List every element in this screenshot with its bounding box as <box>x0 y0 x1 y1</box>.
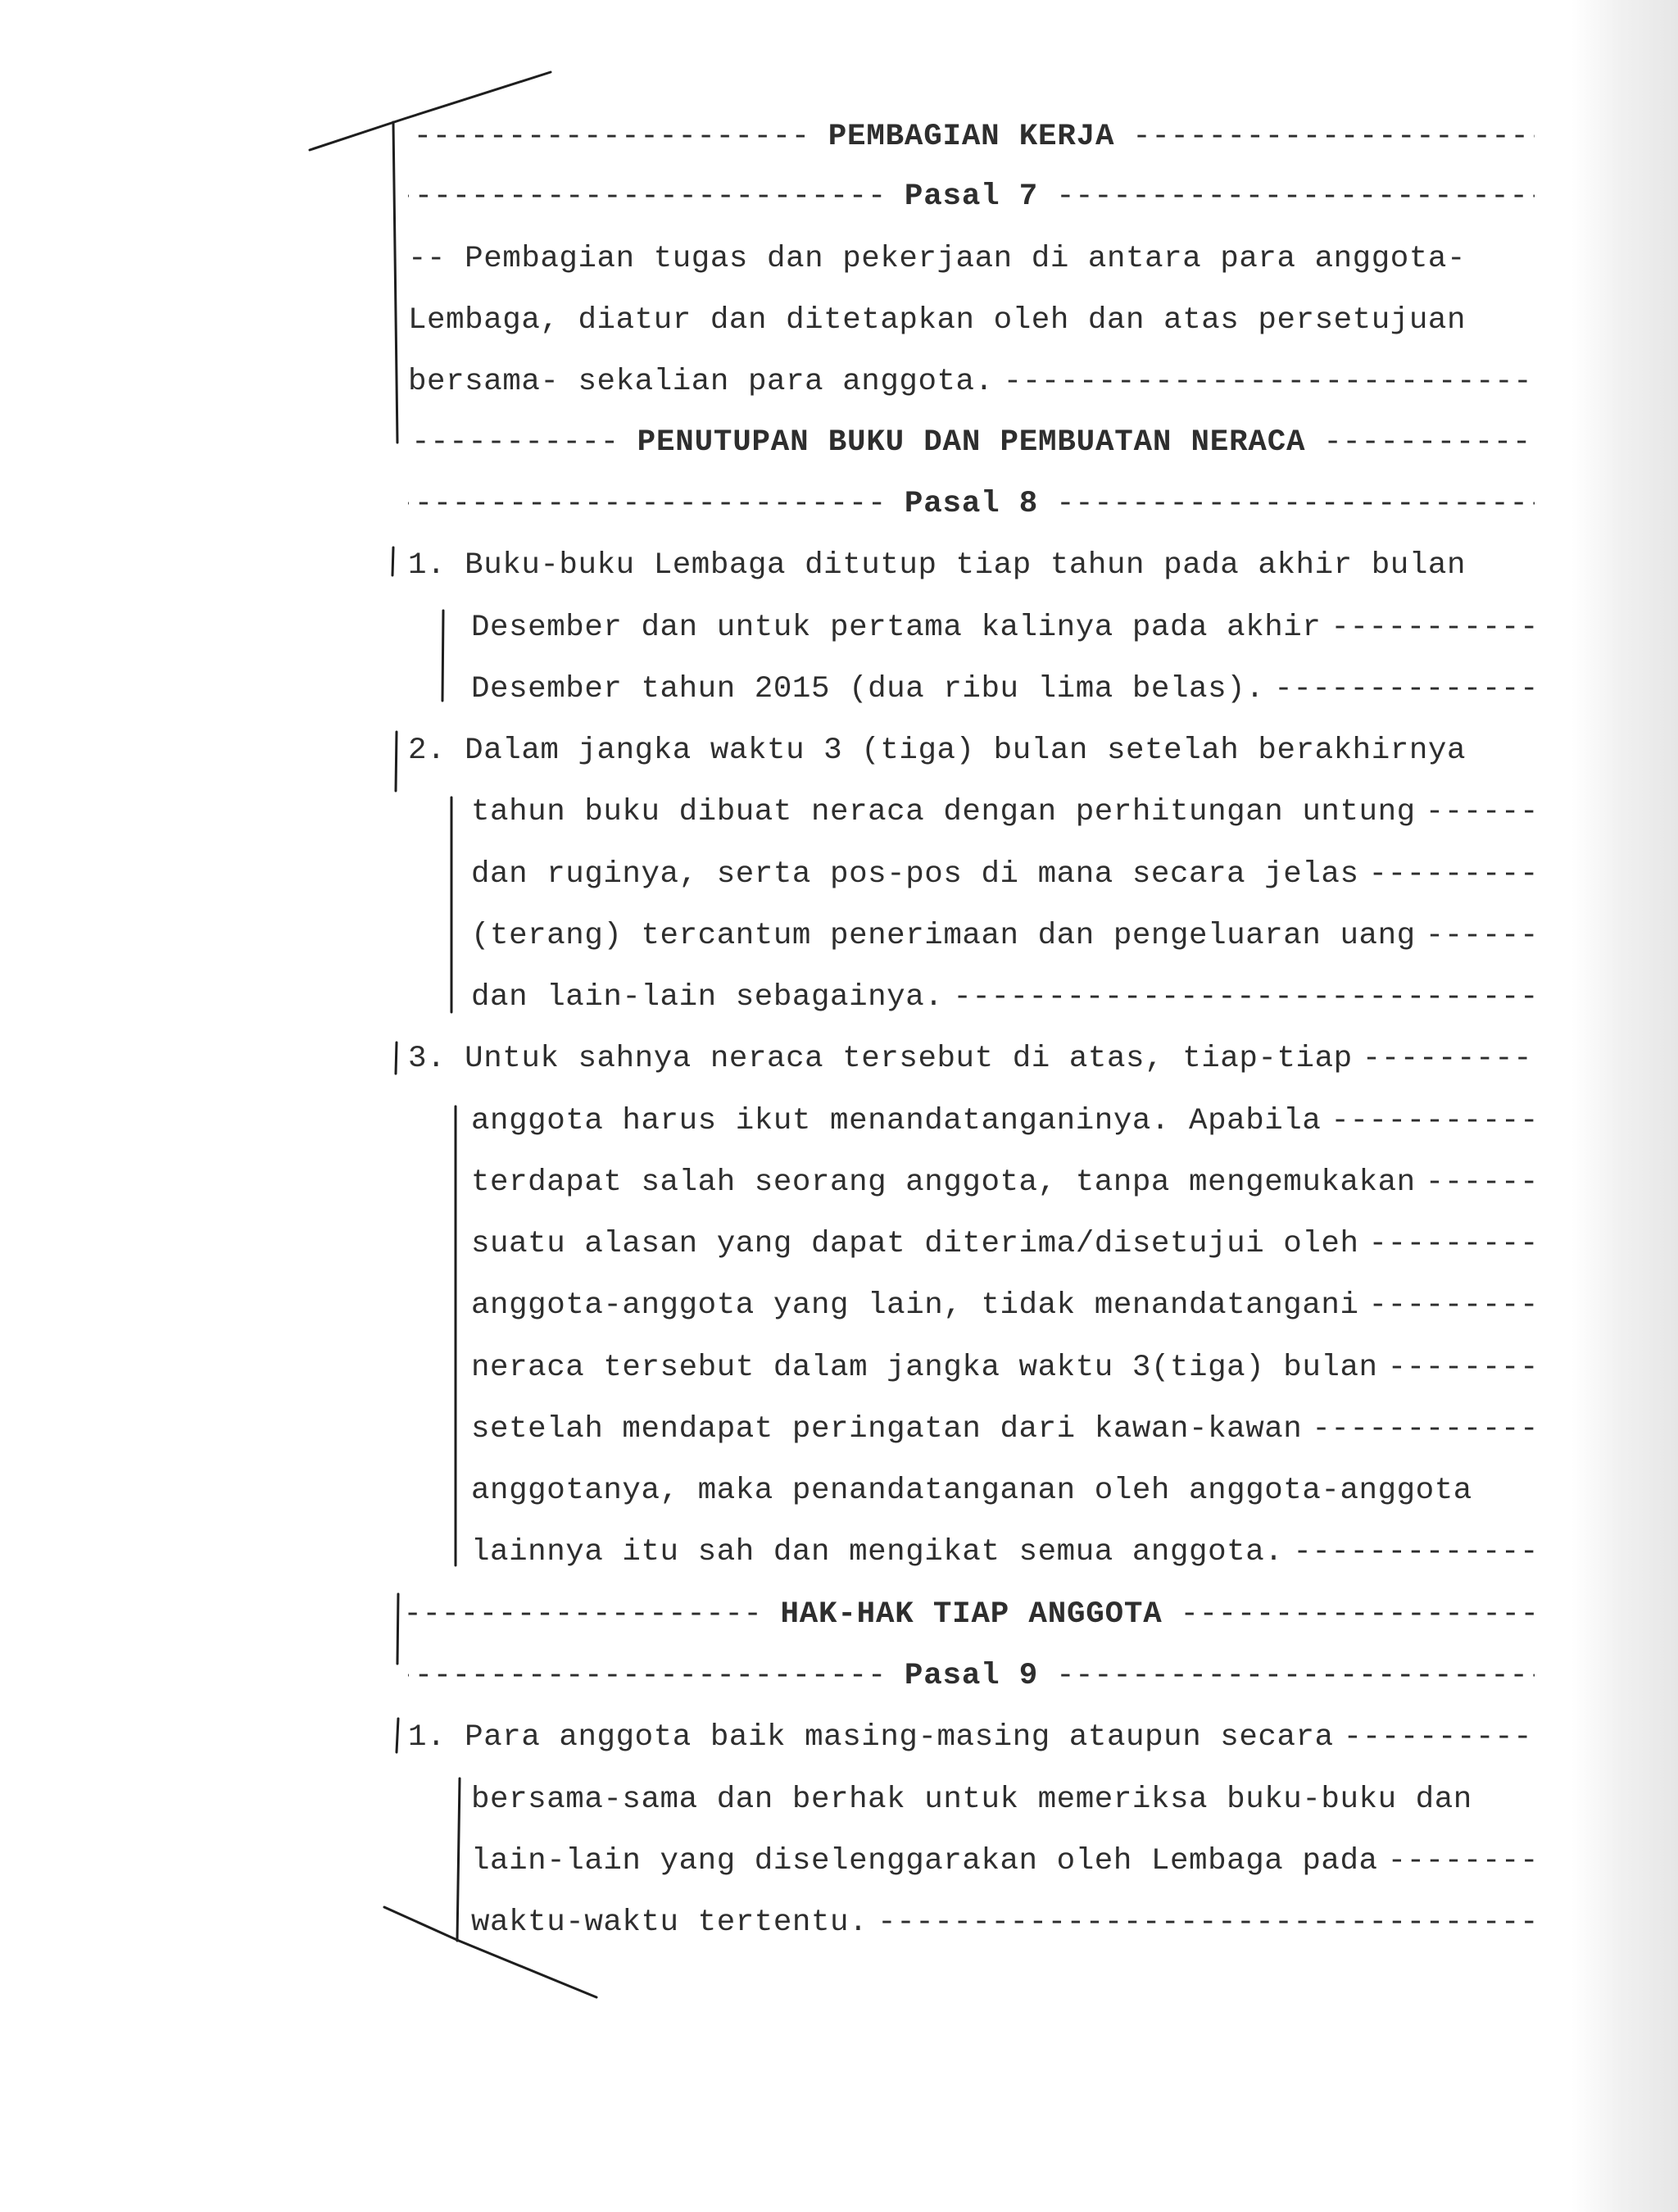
heading-text: HAK-HAK TIAP ANGGOTA <box>780 1597 1163 1632</box>
text-segment: lain-lain yang diselenggarakan oleh Lembaga pada <box>471 1844 1378 1878</box>
dash-filler <box>408 1597 762 1632</box>
text-line <box>408 1716 1535 1759</box>
dash-filler <box>408 1659 887 1693</box>
text-line <box>408 361 1535 403</box>
text-line <box>471 1531 1535 1574</box>
text-segment: Desember dan untuk pertama kalinya pada akhir <box>471 611 1322 645</box>
dash-filler <box>878 1905 1535 1940</box>
article-title-pasal-9 <box>408 1655 1535 1697</box>
text-line <box>471 915 1535 957</box>
article-title-pasal-8 <box>408 483 1535 525</box>
dash-filler <box>1388 1844 1535 1878</box>
text-segment: 1. Para anggota baik masing-masing ataupun secara <box>408 1720 1334 1755</box>
section-heading-hak-hak <box>408 1593 1535 1636</box>
text-segment: terdapat salah seorang anggota, tanpa mengemukakan <box>471 1165 1416 1200</box>
text-segment: setelah mendapat peringatan dari kawan-kawan <box>471 1412 1303 1447</box>
heading-text: PENUTUPAN BUKU DAN PEMBUATAN NERACA <box>637 425 1306 460</box>
dash-filler <box>1344 1720 1535 1755</box>
text-segment: lainnya itu sah dan mengikat semua anggota. <box>471 1535 1284 1569</box>
text-line <box>471 1408 1535 1451</box>
dash-filler <box>1004 365 1535 399</box>
text-segment: anggota-anggota yang lain, tidak menandatangani <box>471 1288 1359 1323</box>
dash-filler <box>1056 1659 1535 1693</box>
text-line <box>408 1038 1535 1080</box>
text-line <box>471 606 1535 649</box>
text-line <box>471 1100 1535 1142</box>
dash-filler <box>1323 425 1535 460</box>
dash-filler <box>1331 1104 1535 1138</box>
text-segment: dan ruginya, serta pos-pos di mana secara jelas <box>471 857 1359 892</box>
article-title-text: Pasal 7 <box>904 179 1039 214</box>
text-line: Lembaga, diatur dan ditetapkan oleh dan atas persetujuan <box>408 303 1467 338</box>
article-title-pasal-7 <box>408 175 1535 218</box>
dash-filler <box>408 487 887 521</box>
dash-filler <box>1056 487 1535 521</box>
text-segment: suatu alasan yang dapat diterima/disetujui oleh <box>471 1227 1359 1261</box>
dash-filler <box>1426 1165 1535 1200</box>
text-line: bersama-sama dan berhak untuk memeriksa buku-buku dan <box>471 1783 1472 1817</box>
dash-filler <box>408 120 810 154</box>
text-line <box>471 668 1535 711</box>
text-line <box>471 1901 1535 1944</box>
heading-text: PEMBAGIAN KERJA <box>828 120 1115 154</box>
dash-filler <box>1056 179 1535 214</box>
text-line <box>471 1223 1535 1265</box>
text-segment: dan lain-lain sebagainya. <box>471 980 944 1015</box>
section-heading-penutupan-buku <box>408 421 1535 464</box>
dash-filler <box>408 425 619 460</box>
dash-filler <box>1331 611 1535 645</box>
text-line: 1. Buku-buku Lembaga ditutup tiap tahun pada akhir bulan <box>408 548 1467 583</box>
text-segment: bersama- sekalian para anggota. <box>408 365 994 399</box>
text-segment: anggota harus ikut menandatanganinya. Apabila <box>471 1104 1322 1138</box>
section-heading-pembagian-kerja <box>408 116 1535 158</box>
dash-filler <box>953 980 1535 1015</box>
article-title-text: Pasal 8 <box>904 487 1039 521</box>
text-line <box>471 1347 1535 1389</box>
text-line: 2. Dalam jangka waktu 3 (tiga) bulan setelah berakhirnya <box>408 734 1467 768</box>
text-segment: neraca tersebut dalam jangka waktu 3(tiga) bulan <box>471 1351 1378 1385</box>
text-segment: 3. Untuk sahnya neraca tersebut di atas, tiap-tiap <box>408 1042 1353 1076</box>
dash-filler <box>1369 1288 1535 1323</box>
text-line <box>471 1284 1535 1327</box>
dash-filler <box>1132 120 1535 154</box>
dash-filler <box>408 179 887 214</box>
dash-filler <box>1293 1535 1535 1569</box>
dash-filler <box>1426 795 1535 829</box>
dash-filler <box>1363 1042 1535 1076</box>
text-line <box>471 791 1535 833</box>
dash-filler <box>1274 672 1535 706</box>
text-line: anggotanya, maka penandatanganan oleh anggota-anggota <box>471 1474 1472 1508</box>
text-line: -- Pembagian tugas dan pekerjaan di antara para anggota- <box>408 242 1467 276</box>
text-line <box>471 1840 1535 1883</box>
dash-filler <box>1181 1597 1535 1632</box>
dash-filler <box>1426 919 1535 953</box>
text-segment: (terang) tercantum penerimaan dan pengeluaran uang <box>471 919 1416 953</box>
text-segment: Desember tahun 2015 (dua ribu lima belas). <box>471 672 1265 706</box>
text-line <box>471 1161 1535 1204</box>
dash-filler <box>1312 1412 1535 1447</box>
text-segment: tahun buku dibuat neraca dengan perhitungan untung <box>471 795 1416 829</box>
dash-filler <box>1369 857 1535 892</box>
text-segment: waktu-waktu tertentu. <box>471 1905 868 1940</box>
dash-filler <box>1388 1351 1535 1385</box>
text-line <box>471 976 1535 1019</box>
text-line <box>471 853 1535 896</box>
dash-filler <box>1369 1227 1535 1261</box>
article-title-text: Pasal 9 <box>904 1659 1039 1693</box>
